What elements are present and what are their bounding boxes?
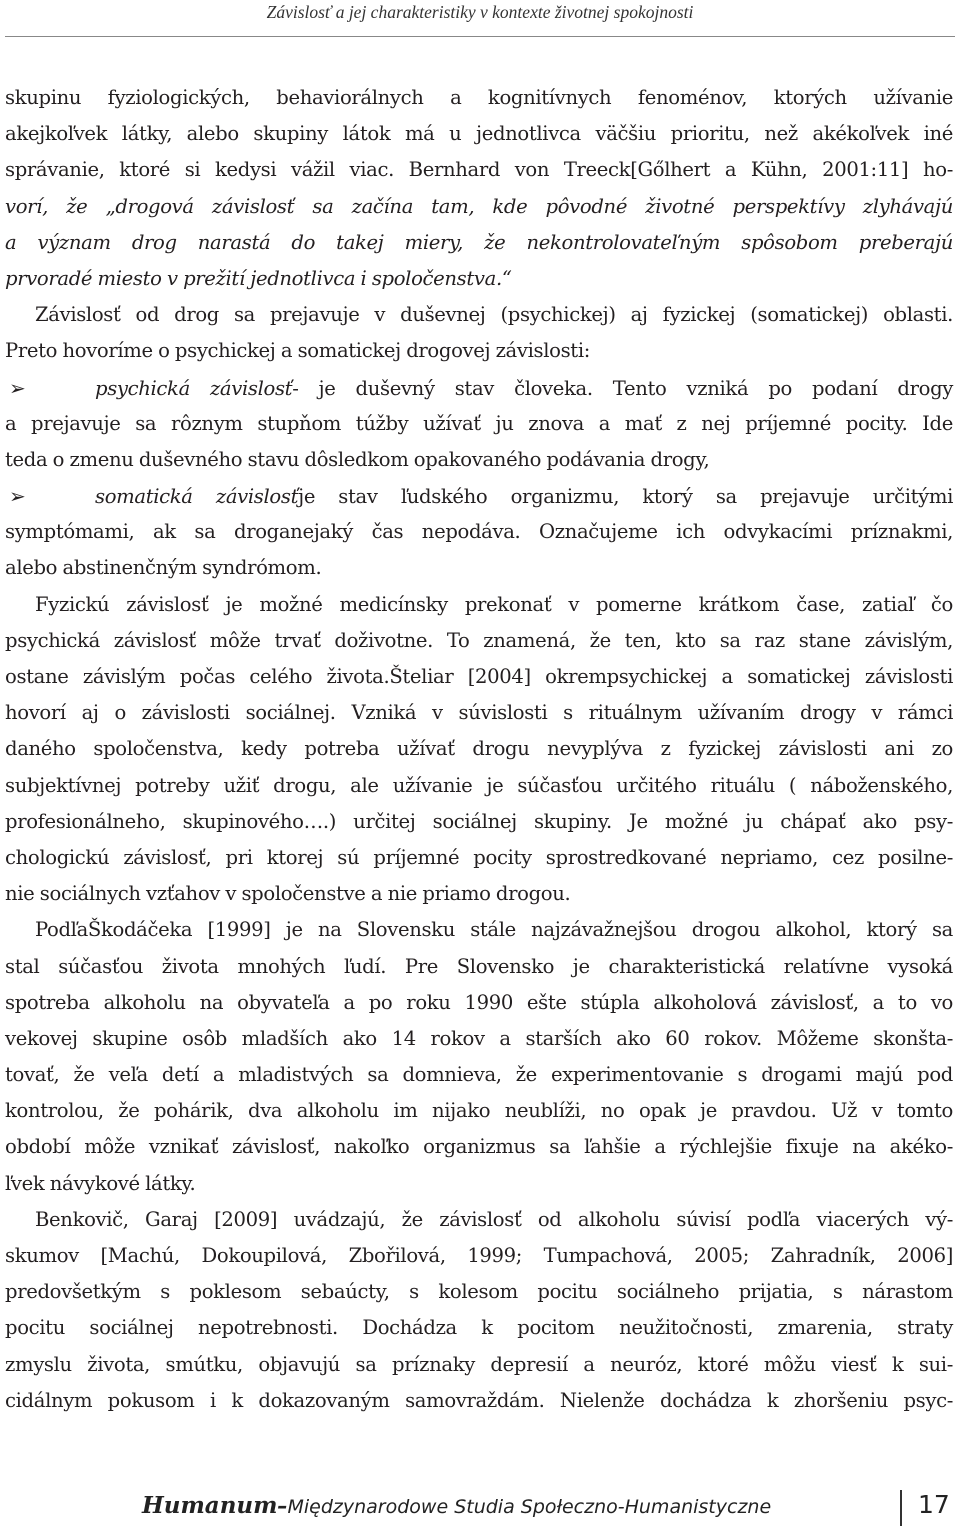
text-line: Fyzickú závislosť je možné medicínsky prekonať v pomerne krátkom čase, zatiaľ čo	[35, 592, 953, 616]
page-footer	[0, 1484, 960, 1534]
text-line: PodľaŠkodáčeka [1999] je na Slovensku stále najzávažnejšou drogou alkohol, ktorý sa	[35, 918, 953, 942]
text-line: hovorí aj o závislosti sociálnej. Vzniká v súvislosti s rituálnym užívaním drogy v rámci	[5, 701, 953, 725]
journal-title: Międzynarodowe Studia Społeczno-Humanistyczne	[287, 1496, 772, 1518]
quote-line: vorí, že „drogová závislosť sa začína tam, kde pôvodné životné perspektívy zlyhávajú	[5, 194, 953, 218]
footer-divider	[900, 1490, 902, 1526]
text-line: nie sociálnych vzťahov v spoločenstve a nie priamo drogou.	[5, 882, 571, 906]
running-header: Závislosť a jej charakteristiky v kontexte životnej spokojnosti	[266, 2, 694, 22]
text-line: predovšetkým s poklesom sebaúcty, s kolesom pocitu sociálneho prijatia, s nárastom	[5, 1280, 953, 1304]
text-line: stal súčasťou života mnohých ľudí. Pre Slovensko je charakteristická relatívne vysoká	[5, 954, 953, 978]
text-line: chologickú závislosť, pri ktorej sú príjemné pocity sprostredkované nepriamo, cez posilne-	[5, 845, 953, 869]
text-line: profesionálneho, skupinového….) určitej sociálnej skupiny. Je možné ju chápať ako psy-	[5, 809, 953, 833]
bullet-text	[95, 371, 953, 407]
text-line: pocitu sociálnej nepotrebnosti. Dochádza k pocitom neužitočnosti, zmarenia, straty	[5, 1316, 953, 1340]
text-line: období môže vznikať závislosť, nakoľko organizmus sa ľahšie a rýchlejšie fixuje na akéko-	[5, 1135, 953, 1159]
journal-logo	[142, 1492, 771, 1519]
text-line: teda o zmenu duševného stavu dôsledkom opakovaného podávania drogy,	[5, 447, 710, 471]
arrow-bullet-icon: ➢	[9, 484, 26, 509]
text-line: alebo abstinenčným syndrómom.	[5, 556, 322, 580]
text-line: vekovej skupine osôb mladších ako 14 rokov a starších ako 60 rokov. Môžeme skonšta-	[5, 1026, 953, 1050]
arrow-bullet-icon: ➢	[9, 375, 26, 400]
text-line: daného spoločenstva, kedy potreba užívať drogu nevyplýva z fyzickej závislosti ani zo	[5, 737, 953, 761]
text-line: Preto hovoríme o psychickej a somatickej drogovej závislosti:	[5, 339, 590, 363]
text-line: ostane závislým počas celého života.Šteliar [2004] okrempsychickej a somatickej závislosti	[5, 665, 953, 688]
header-divider	[5, 36, 955, 37]
bullet-term: somatická závislosť	[95, 485, 299, 509]
text-line: ľvek návykové látky.	[5, 1171, 196, 1195]
text-line: psychická závislosť môže trvať doživotne. To znamená, že ten, kto sa raz stane závislým,	[5, 628, 953, 652]
text-line: skupinu fyziologických, behaviorálnych a kognitívnych fenoménov, ktorých užívanie	[5, 86, 953, 109]
text-line: zmyslu života, smútku, objavujú sa príznaky depresií a neuróz, ktoré môžu viesť k sui-	[5, 1352, 953, 1376]
text-line: Závislosť od drog sa prejavuje v duševnej (psychickej) aj fyzickej (somatickej) oblasti.	[35, 303, 953, 327]
footer-dash: –	[277, 1494, 288, 1518]
bullet-item-somatic-dependence	[5, 478, 953, 514]
text-line: symptómami, ak sa droganejaký čas nepodáva. Označujeme ich odvykacími príznakmi,	[5, 520, 953, 544]
text-line: tovať, že veľa detí a mladistvých sa domnieva, že experimentovanie s drogami majú pod	[5, 1063, 953, 1087]
text-line: a prejavuje sa rôznym stupňom túžby užívať ju znova a mať z nej príjemné pocity. Ide	[5, 411, 953, 435]
text-line: subjektívnej potreby užiť drogu, ale užívanie je súčasťou určitého rituálu ( náboženského,	[5, 773, 953, 797]
text-line: Benkovič, Garaj [2009] uvádzajú, že závislosť od alkoholu súvisí podľa viacerých vý-	[35, 1207, 953, 1231]
text-line: spotreba alkoholu na obyvateľa a po roku 1990 ešte stúpla alkoholová závislosť, a to vo	[5, 990, 953, 1014]
text-line: kontrolou, že pohárik, dva alkoholu im nijako neublíži, no opak je pravdou. Už v tomto	[5, 1099, 953, 1123]
text-line: skumov [Machú, Dokoupilová, Zbořilová, 1999; Tumpachová, 2005; Zahradník, 2006]	[5, 1244, 953, 1267]
bullet-description: - je duševný stav človeka. Tento vzniká po podaní drogy	[292, 376, 953, 400]
bullet-text	[95, 479, 953, 515]
text-line: akejkoľvek látky, alebo skupiny látok má u jednotlivca väčšiu prioritu, než akékoľvek iné	[5, 122, 953, 146]
journal-brand: Humanum	[142, 1492, 278, 1519]
quote-line: prvoradé miesto v prežití jednotlivca i spoločenstva.“	[5, 266, 512, 290]
bullet-term: psychická závislosť	[95, 376, 293, 400]
bullet-item-psychic-dependence	[5, 370, 953, 406]
page-number: 17	[918, 1490, 950, 1519]
body-text	[5, 80, 953, 1419]
quote-line: a význam drog narastá do takej miery, že nekontrolovateľným spôsobom preberajú	[5, 230, 953, 254]
text-line: správanie, ktoré si kedysi vážil viac. Bernhard von Treeck[Gőlhert a Kühn, 2001:11] ho-	[5, 158, 953, 182]
text-line: cidálnym pokusom i k dokazovaným samovraždám. Nielenže dochádza k zhoršeniu psyc-	[5, 1388, 953, 1412]
bullet-description: je stav ľudského organizmu, ktorý sa prejavuje určitými	[298, 485, 953, 509]
